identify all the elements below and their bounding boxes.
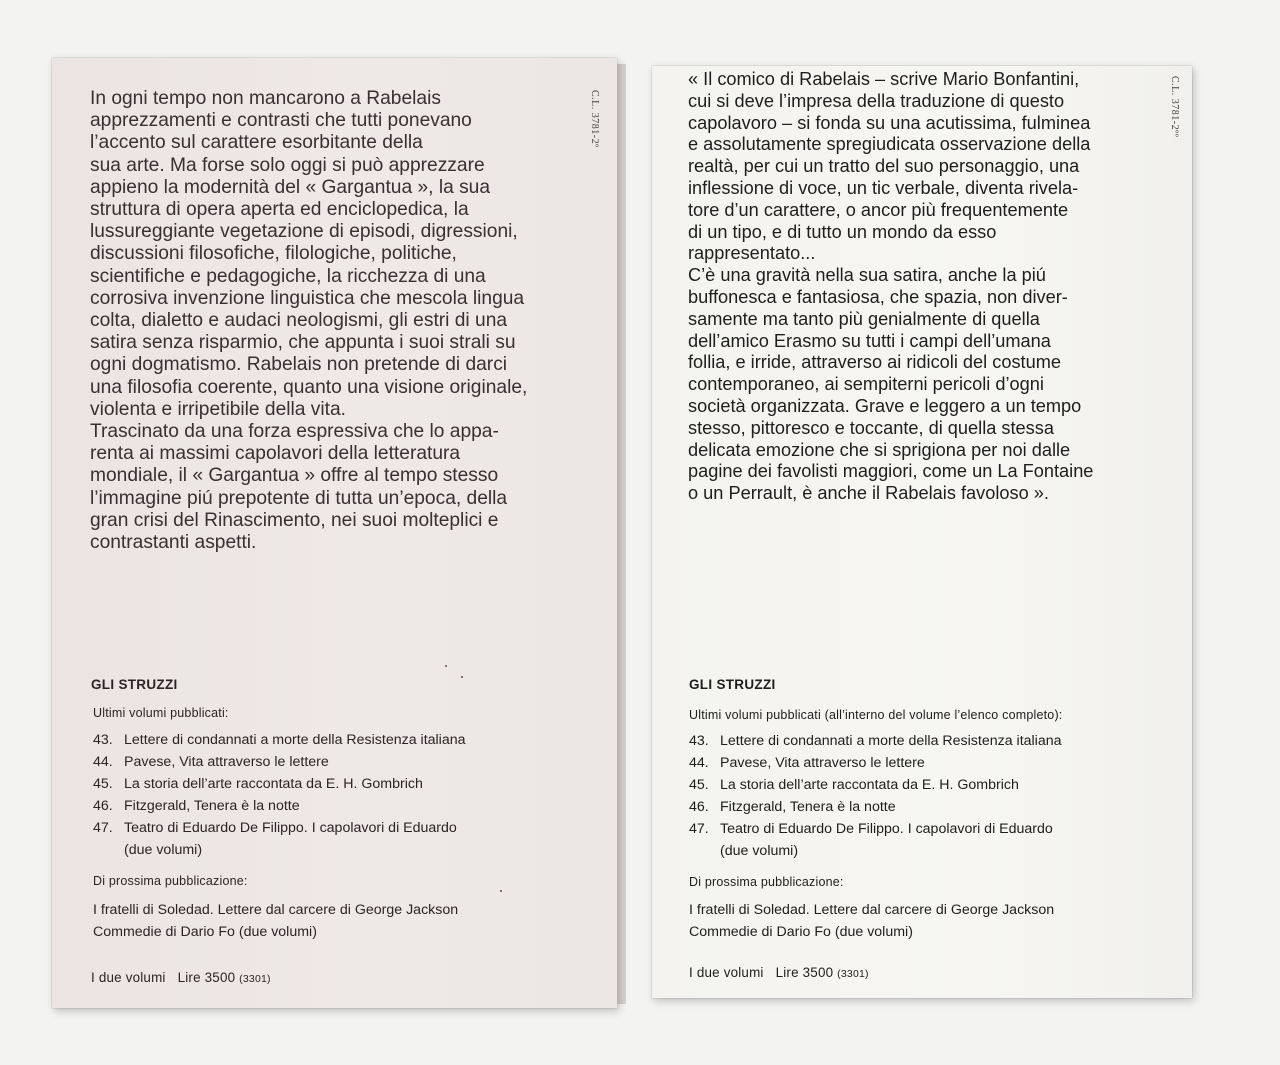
item-number: 45. [689, 776, 709, 793]
recent-volumes-label: Ultimi volumi pubblicati (all’interno del volume l’elenco completo): [689, 708, 1063, 722]
recent-volumes-list [689, 731, 1062, 862]
spine-code: C.L. 3781-2ºº [1169, 76, 1180, 138]
blurb-text: In ogni tempo non mancarono a Rabelais apprezzamenti e contrasti che tutti ponevano l’accento sul carattere esorbitante della sua arte. Ma forse solo oggi si può apprezzare appieno la modernità del « Gargantua », la sua struttura di opera aperta ed enciclopedica, la lussureggiante vegetazione di episodi, digressioni, discussioni filosofiche, filologiche, politiche, scientifiche e pedagogiche, la ricchezza di una corrosiva invenzione linguistica che mescola lingua colta, dialetto e audaci neologismi, gli estri di una satira senza risparmio, che appunta i suoi strali su ogni dogmatismo. Rabelais non pretende di darci una filosofia coerente, quanto una visione originale, violenta e irripetibile della vita. Trascinato da una forza espressiva che lo appa- renta ai massimi capolavori della letteratura mondiale, il « Gargantua » offre al tempo stesso l’immagine piú prepotente di tutta un’epoca, della gran crisi del Rinascimento, nei suoi molteplici e contrastanti aspetti. [90, 88, 528, 554]
list-item: Commedie di Dario Fo (due volumi) [93, 924, 317, 940]
price-line [689, 965, 869, 980]
list-item [93, 730, 466, 752]
item-title: Pavese, Vita attraverso le lettere [124, 753, 329, 770]
price-volumes: I due volumi [689, 965, 764, 980]
list-item [93, 796, 466, 818]
list-item: I fratelli di Soledad. Lettere dal carcere di George Jackson [689, 902, 1055, 918]
speck [461, 676, 463, 678]
item-title: Lettere di condannati a morte della Resistenza italiana [124, 732, 466, 748]
item-title: La storia dell’arte raccontata da E. H. Gombrich [720, 776, 1019, 793]
series-title: GLI STRUZZI [689, 677, 776, 692]
price-line [91, 970, 271, 985]
upcoming-label: Di prossima pubblicazione: [93, 874, 248, 888]
item-title: Fitzgerald, Tenera è la notte [720, 798, 896, 815]
item-number: 46. [93, 797, 113, 814]
list-item [689, 775, 1062, 797]
list-item [689, 797, 1062, 819]
upcoming-list [689, 899, 1054, 943]
series-title: GLI STRUZZI [91, 677, 178, 692]
list-item: Commedie di Dario Fo (due volumi) [689, 924, 913, 940]
left-book-back-cover [52, 58, 617, 1008]
list-item: I fratelli di Soledad. Lettere dal carcere di George Jackson [93, 902, 459, 918]
upcoming-label: Di prossima pubblicazione: [689, 875, 844, 889]
item-title: Teatro di Eduardo De Filippo. I capolavori di Eduardo (due volumi) [124, 819, 457, 858]
list-item [93, 818, 466, 862]
recent-volumes-list [93, 730, 466, 861]
right-book-back-cover [652, 66, 1192, 998]
list-item [689, 819, 1062, 863]
item-title: Teatro di Eduardo De Filippo. I capolavori di Eduardo (due volumi) [720, 820, 1053, 859]
recent-volumes-label: Ultimi volumi pubblicati: [93, 706, 229, 720]
list-item [689, 731, 1062, 753]
item-number: 45. [93, 775, 113, 792]
upcoming-list [93, 899, 458, 943]
list-item [93, 752, 466, 774]
item-number: 44. [689, 754, 709, 771]
spine-code: C.L. 3781-2º [589, 90, 600, 148]
item-title: Fitzgerald, Tenera è la notte [124, 797, 300, 814]
item-title: Pavese, Vita attraverso le lettere [720, 754, 925, 771]
item-number: 43. [689, 733, 709, 749]
item-number: 46. [689, 798, 709, 815]
speck [445, 665, 447, 667]
item-title: La storia dell’arte raccontata da E. H. Gombrich [124, 775, 423, 792]
list-item [93, 774, 466, 796]
list-item [689, 753, 1062, 775]
price-value: Lire 3500 [775, 965, 834, 980]
item-number: 47. [93, 819, 113, 836]
price-code: (3301) [239, 973, 271, 985]
item-number: 44. [93, 753, 113, 770]
blurb-text: « Il comico di Rabelais – scrive Mario Bonfantini, cui si deve l’impresa della traduzione di questo capolavoro – si fonda su una acutissima, fulminea e assolutamente spregiudicata osservazione della realtà, per cui un tratto del suo personaggio, una inflessione di voce, un tic verbale, diventa rivela- tore d’un carattere, o ancor più frequentemente di un tipo, e di tutto un mondo da esso rappresentato... C’è una gravità nella sua satira, anche la piú buffonesca e fantasiosa, che spazia, non diver- samente ma tanto più genialmente di quella dell’amico Erasmo su tutti i campi dell’umana follia, e irride, attraverso ai ridicoli del costume contemporaneo, ai sempiterni pericoli d’ogni società organizzata. Grave e leggero a un tempo stesso, pittoresco e toccante, di quella stessa delicata emozione che si sprigiona per noi dalle pagine dei favolisti maggiori, come un La Fontaine o un Perrault, è anche il Rabelais favoloso ». [688, 69, 1094, 504]
price-code: (3301) [837, 968, 869, 980]
price-value: Lire 3500 [177, 970, 236, 985]
item-title: Lettere di condannati a morte della Resistenza italiana [720, 733, 1062, 749]
speck [500, 890, 502, 892]
item-number: 47. [689, 820, 709, 837]
price-volumes: I due volumi [91, 970, 166, 985]
item-number: 43. [93, 732, 113, 748]
